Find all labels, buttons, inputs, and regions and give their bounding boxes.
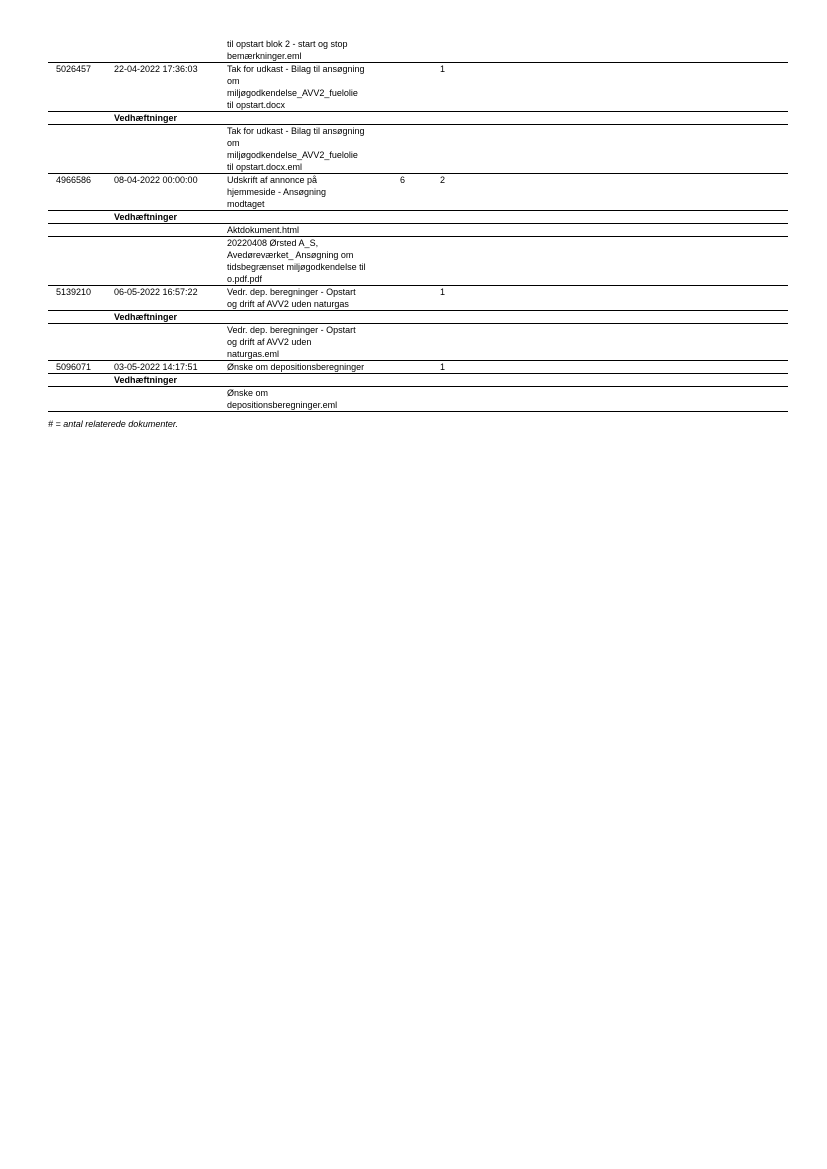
table-row (48, 286, 788, 311)
document-title: Udskrift af annonce på hjemmeside - Ansøgning modtaget (227, 175, 327, 209)
document-col-b: 1 (440, 287, 446, 297)
attachments-header (48, 311, 788, 324)
document-col-b: 1 (440, 362, 446, 372)
attachments-label: Vedhæftninger (114, 113, 178, 123)
table-row (48, 361, 788, 374)
attachment-row (48, 224, 788, 237)
attachment-title: Tak for udkast - Bilag til ansøgning om miljøgodkendelse_AVV2_fuelolie til opstart.docx.eml (227, 126, 365, 172)
attachment-row (48, 237, 788, 286)
table-row (48, 174, 788, 211)
attachment-title: Ønske om depositionsberegninger.eml (227, 388, 338, 410)
document-id: 4966586 (56, 175, 92, 185)
attachment-row (48, 125, 788, 174)
document-col-b: 2 (440, 175, 446, 185)
attachment-title: til opstart blok 2 - start og stop bemærkninger.eml (227, 39, 348, 61)
attachments-header (48, 374, 788, 387)
document-date: 03-05-2022 14:17:51 (114, 362, 198, 372)
footnote: # = antal relaterede dokumenter. (48, 419, 178, 429)
attachments-label: Vedhæftninger (114, 312, 178, 322)
table-row (48, 63, 788, 112)
continued-row (48, 38, 788, 63)
document-col-b: 1 (440, 64, 446, 74)
document-table (48, 38, 788, 412)
document-title: Vedr. dep. beregninger - Opstart og drift af AVV2 uden naturgas (227, 287, 356, 309)
document-col-a: 6 (400, 175, 406, 185)
attachments-label: Vedhæftninger (114, 212, 178, 222)
attachments-header (48, 112, 788, 125)
document-date: 22-04-2022 17:36:03 (114, 64, 198, 74)
document-id: 5139210 (56, 287, 92, 297)
attachment-title: Vedr. dep. beregninger - Opstart og drift af AVV2 uden naturgas.eml (227, 325, 356, 359)
document-date: 06-05-2022 16:57:22 (114, 287, 198, 297)
document-title: Tak for udkast - Bilag til ansøgning om miljøgodkendelse_AVV2_fuelolie til opstart.docx (227, 64, 365, 110)
attachments-header (48, 211, 788, 224)
attachment-row (48, 387, 788, 412)
document-id: 5096071 (56, 362, 92, 372)
document-id: 5026457 (56, 64, 92, 74)
attachments-label: Vedhæftninger (114, 375, 178, 385)
attachment-title: Aktdokument.html (227, 225, 300, 235)
document-date: 08-04-2022 00:00:00 (114, 175, 198, 185)
document-title: Ønske om depositionsberegninger (227, 362, 365, 372)
attachment-row (48, 324, 788, 361)
attachment-title: 20220408 Ørsted A_S, Avedøreværket_ Ansøgning om tidsbegrænset miljøgodkendelse til o.pdf.pdf (227, 238, 366, 284)
